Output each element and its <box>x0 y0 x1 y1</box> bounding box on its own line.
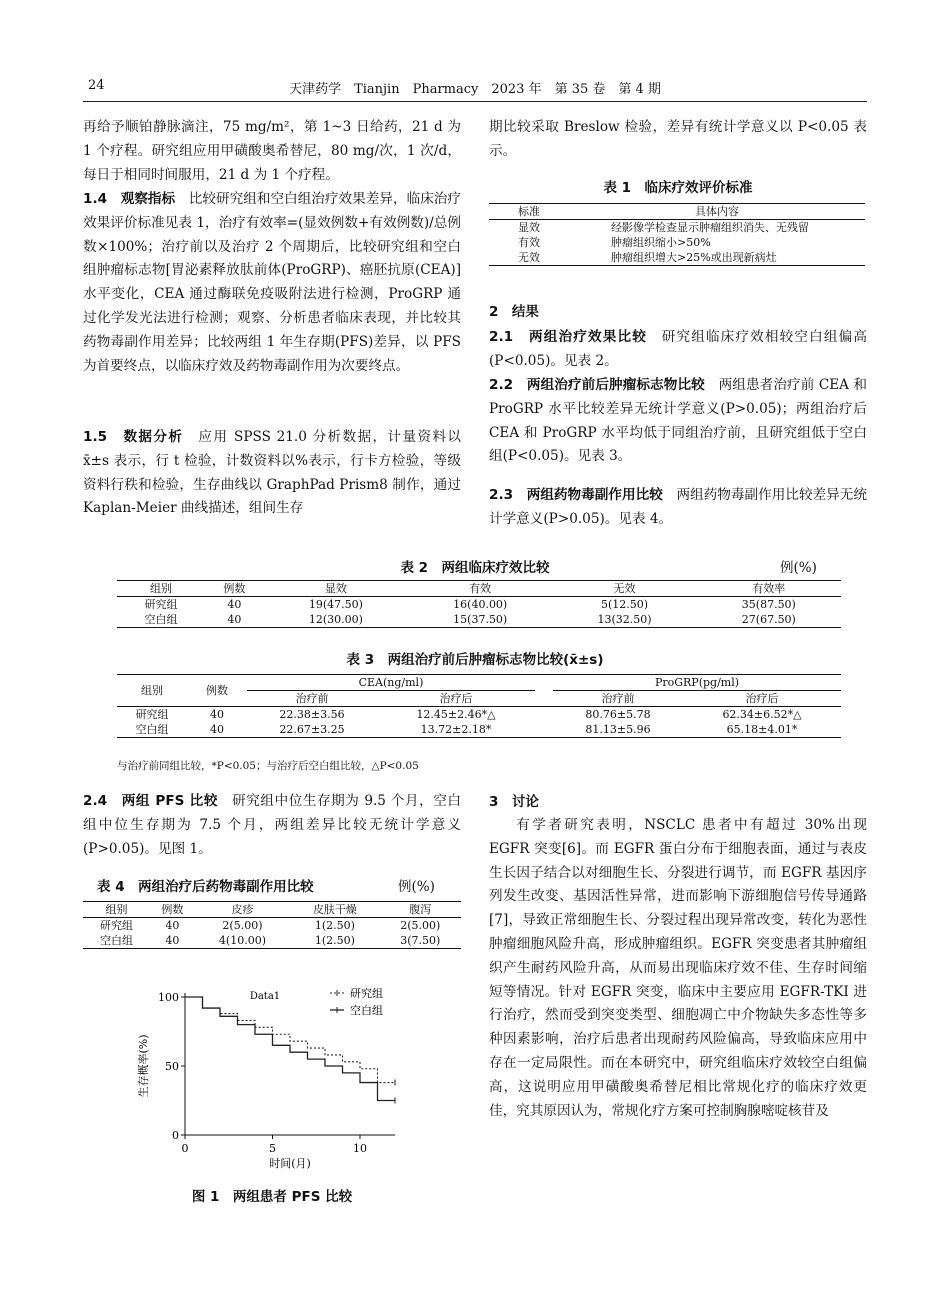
table-2 <box>117 580 841 628</box>
table-row <box>83 918 461 934</box>
table1-header-row <box>489 204 865 220</box>
table-row <box>489 250 865 266</box>
table2-cell: 16(40.00) <box>453 598 508 611</box>
table3-cell: 22.38±3.56 <box>279 708 345 721</box>
table3-cell: 13.72±2.18* <box>420 723 492 736</box>
section-2-heading: 2 结果 <box>489 304 539 320</box>
figure1-caption: 图 1 两组患者 PFS 比较 <box>191 1189 353 1205</box>
section-2-2-heading: 2.2 两组治疗前后肿瘤标志物比较 <box>489 377 705 393</box>
y-tick-label: 100 <box>158 991 179 1004</box>
table3-cell: 65.18±4.01* <box>726 723 798 736</box>
chart-title: Data1 <box>249 991 281 1002</box>
table3-cell: 12.45±2.46*△ <box>416 708 496 721</box>
table4-cell: 40 <box>165 919 180 932</box>
x-tick-label: 10 <box>353 1142 367 1155</box>
table3-cell: 研究组 <box>135 708 169 721</box>
section-2-1-heading: 2.1 两组治疗效果比较 <box>489 329 647 345</box>
right-paragraph-1: 期比较采取 Breslow 检验，差异有统计学意义以 P<0.05 表示。 <box>489 119 867 159</box>
section-1-4-body: 比较研究组和空白组治疗效果差异，临床治疗效果评价标准见表 1，治疗有效率=(显效例数+有效例数)/总例数×100%；治疗前以及治疗 2 个周期后，比较研究组和空白组肿瘤标志物[胃泌素释放肽前体(ProGRP)、癌胚抗原(CEA)]水平变化，CEA 通过酶联免疫吸附法进行检测，ProGRP 通过化学发光法进行检测；观察、分析患者临床表现，并比较其药物毒副作用差异；比较两组 1 年生存期(PFS)差异，以 PFS 为首要终点，以临床疗效及药物毒副作用为次要终点。 <box>83 191 462 374</box>
table4-cell: 1(2.50) <box>314 919 355 932</box>
table-3 <box>117 674 841 738</box>
section-1-5 <box>83 426 461 521</box>
table3-subheader: 治疗前 <box>295 692 329 705</box>
section-1-4 <box>83 188 461 378</box>
table4-header: 皮疹 <box>231 903 254 916</box>
table4-cell: 40 <box>165 934 180 947</box>
left-paragraph-1: 再给予顺铂静脉滴注，75 mg/m²，第 1~3 日给药，21 d 为 1 个疗程。研究组应用甲磺酸奥希替尼，80 mg/次，1 次/d，每日于相同时间服用，21 d 为 1 个疗程。 <box>83 119 461 183</box>
section-2-2 <box>489 374 867 469</box>
table3-cell: 40 <box>210 723 224 736</box>
table2-cell: 12(30.00) <box>308 613 363 626</box>
legend-label: 研究组 <box>350 987 383 1000</box>
section-2-4-body: 研究组中位生存期为 9.5 个月，空白组中位生存期为 7.5 个月，两组差异比较无统计学意义(P>0.05)。见图 1。 <box>83 793 462 857</box>
table3-cell: 62.34±6.52*△ <box>722 708 802 721</box>
table3-subheader: 治疗前 <box>601 692 635 705</box>
table2-cell: 40 <box>227 613 242 626</box>
section-1-5-body: 应用 SPSS 21.0 分析数据，计量资料以 x̄±s 表示，行 t 检验，计数资料以%表示，行卡方检验，等级资料行秩和检验，生存曲线以 GraphPad Prism8 制作，通过 Kaplan-Meier 曲线描述，组间生存 <box>83 429 462 517</box>
table2-caption: 表 2 两组临床疗效比较 <box>400 560 550 576</box>
table2-header: 有效率 <box>752 582 786 595</box>
table3-header: ProGRP(pg/ml) <box>553 675 841 691</box>
table4-unit: 例(%) <box>398 879 435 895</box>
table2-header: 无效 <box>613 582 636 595</box>
table2-cell: 19(47.50) <box>308 598 363 611</box>
table2-cell: 13(32.50) <box>597 613 652 626</box>
table3-caption: 表 3 两组治疗前后肿瘤标志物比较(x̄±s) <box>346 652 604 668</box>
table2-cell: 40 <box>227 598 242 611</box>
table1-cell: 有效 <box>518 236 540 249</box>
page-number: 24 <box>88 78 105 93</box>
table1-header: 具体内容 <box>695 205 739 218</box>
table3-cell: 40 <box>210 708 224 721</box>
journal-title: 天津药学 Tianjin Pharmacy 2023 年 第 35 卷 第 4 期 <box>289 82 661 97</box>
table4-cell: 4(10.00) <box>218 934 266 947</box>
table1-header: 标准 <box>518 205 540 218</box>
table4-header: 组别 <box>105 903 128 916</box>
table3-subheader: 治疗后 <box>745 692 779 705</box>
table2-header: 显效 <box>324 582 347 595</box>
table2-header: 组别 <box>150 582 173 595</box>
table-row <box>489 235 865 250</box>
table2-cell: 空白组 <box>144 613 178 626</box>
table2-cell: 35(87.50) <box>741 598 796 611</box>
table4-cell: 2(5.00) <box>400 919 441 932</box>
table3-header: 例数 <box>187 675 247 707</box>
table2-cell: 15(37.50) <box>453 613 508 626</box>
table1-cell: 肿瘤组织缩小>50% <box>611 236 711 249</box>
table2-cell: 5(12.50) <box>600 598 649 611</box>
discussion-body: 有学者研究表明，NSCLC 患者中有超过 30%出现 EGFR 突变[6]。而 EGFR 蛋白分布于细胞表面，通过与表皮生长因子结合以对细胞生长、分裂进行调节，而 EGFR 基因序列发生改变、基因活性异常，进而影响下游细胞信号传导通路[7]，导致正常细胞生长、分裂过程出现异常改变，转化为恶性肿瘤细胞风险升高，形成肿瘤组织。EGFR 突变患者其肿瘤组织产生耐药风险升高，从而易出现临床疗效不佳、生存时间缩短等情况。针对 EGFR 突变，临床中主要应用 EGFR-TKI 进行治疗，然而受到突变类型、细胞凋亡中介物缺失多态性等多种因素影响，治疗后患者出现耐药风险偏高，导致临床应用中存在一定局限性。而在本研究中，研究组临床疗效较空白组偏高，这说明应用甲磺酸奥希替尼相比常规化疗的临床疗效更佳，究其原因认为，常规化疗方案可控制胸腺嘧啶核苷及 <box>489 817 867 1119</box>
section-1-5-heading: 1.5 数据分析 <box>83 429 184 445</box>
table-row <box>117 722 841 738</box>
section-2-4-heading: 2.4 两组 PFS 比较 <box>83 793 218 809</box>
section-2-1-body: 研究组临床疗效相较空白组偏高(P<0.05)。见表 2。 <box>489 329 867 369</box>
table2-header: 有效 <box>469 582 492 595</box>
table3-header: 组别 <box>117 675 187 707</box>
x-tick-label: 0 <box>181 1142 189 1155</box>
table3-cell: 空白组 <box>135 723 169 736</box>
table4-header: 例数 <box>161 903 184 916</box>
table4-cell: 3(7.50) <box>400 934 441 947</box>
table1-cell: 无效 <box>518 251 540 264</box>
table1-caption: 表 1 临床疗效评价标准 <box>603 180 753 196</box>
section-2-2-body: 两组患者治疗前 CEA 和 ProGRP 水平比较差异无统计学意义(P>0.05)；两组治疗后 CEA 和 ProGRP 水平均低于同组治疗前，且研究组低于空白组(P<0.05)。见表 3。 <box>489 377 867 465</box>
table4-cell: 1(2.50) <box>314 934 355 947</box>
table3-cell: 81.13±5.96 <box>585 723 651 736</box>
section-2-4 <box>83 790 461 861</box>
table1-cell: 显效 <box>518 221 540 234</box>
table-row <box>117 707 841 723</box>
section-2-1 <box>489 326 867 374</box>
table-row <box>117 597 841 613</box>
table4-caption: 表 4 两组治疗后药物毒副作用比较 <box>97 879 314 895</box>
km-survival-chart <box>125 975 425 1185</box>
table4-cell: 空白组 <box>100 934 133 947</box>
table2-unit: 例(%) <box>780 560 817 576</box>
table3-header-row <box>117 675 841 691</box>
y-tick-label: 50 <box>165 1060 179 1073</box>
table3-header: CEA(ng/ml) <box>247 675 535 691</box>
table1-cell: 肿瘤组织增大>25%或出现新病灶 <box>611 251 777 264</box>
section-2-3-body: 两组药物毒副作用比较差异无统计学意义(P>0.05)。见表 4。 <box>489 487 867 527</box>
running-header <box>83 78 867 100</box>
table3-footnote: 与治疗前同组比较，*P<0.05；与治疗后空白组比较，△P<0.05 <box>117 760 419 772</box>
table-row <box>83 933 461 949</box>
section-2-3-heading: 2.3 两组药物毒副作用比较 <box>489 487 663 503</box>
table1-cell: 经影像学检查显示肿瘤组织消失、无残留 <box>611 221 809 234</box>
table4-cell: 2(5.00) <box>222 919 263 932</box>
table2-header-row <box>117 581 841 597</box>
table2-cell: 27(67.50) <box>741 613 796 626</box>
table-row <box>489 220 865 236</box>
section-2-3 <box>489 484 867 532</box>
legend-label: 空白组 <box>350 1004 383 1017</box>
x-tick-label: 5 <box>269 1142 276 1155</box>
table4-cell: 研究组 <box>100 919 133 932</box>
x-axis-label: 时间(月) <box>269 1157 311 1170</box>
table2-header: 例数 <box>223 582 246 595</box>
table3-subheader: 治疗后 <box>439 692 473 705</box>
y-axis-label: 生存概率(%) <box>137 1034 150 1098</box>
table-row <box>117 612 841 628</box>
table4-header-row <box>83 902 461 918</box>
table3-cell: 22.67±3.25 <box>279 723 345 736</box>
table-1 <box>489 203 865 266</box>
discussion-heading: 3 讨论 <box>489 794 539 810</box>
table2-cell: 研究组 <box>144 598 178 611</box>
table4-header: 腹泻 <box>409 903 432 916</box>
section-1-4-heading: 1.4 观察指标 <box>83 191 176 207</box>
table4-header: 皮肤干燥 <box>312 903 357 916</box>
header-rule <box>83 101 867 102</box>
table3-cell: 80.76±5.78 <box>585 708 651 721</box>
table-4 <box>83 901 461 949</box>
y-tick-label: 0 <box>172 1129 179 1142</box>
